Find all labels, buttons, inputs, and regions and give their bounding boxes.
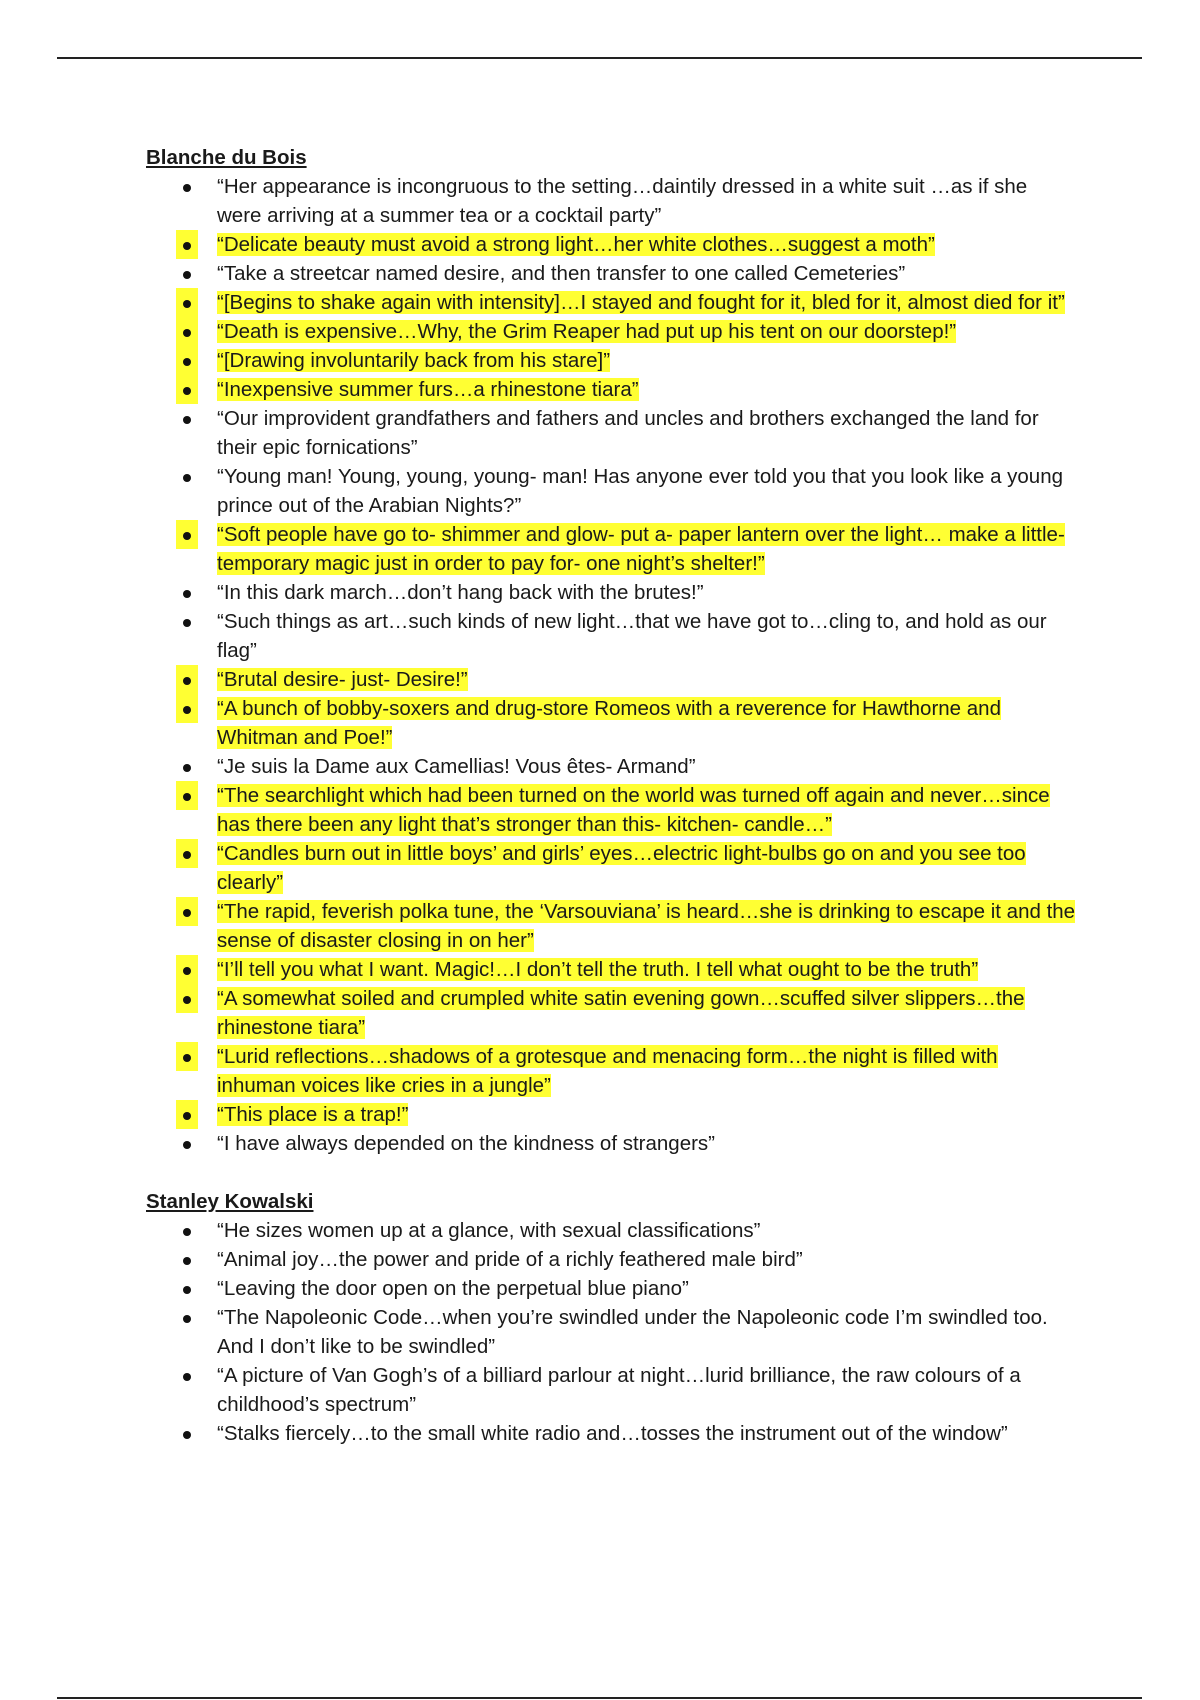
quote-text: “Her appearance is incongruous to the setting…daintily dressed in a white suit …as if she were arriving at a summer tea or a cocktail party” [217, 175, 1028, 227]
quote-text: “Soft people have go to- shimmer and glow- put a- paper lantern over the light… make a little- temporary magic just in order to pay for- one night’s shelter!” [217, 523, 1065, 575]
bullet-icon [183, 300, 191, 308]
bullet-icon [183, 184, 191, 192]
list-item [146, 288, 1076, 317]
quote-text: “Stalks fiercely…to the small white radio and…tosses the instrument out of the window” [217, 1422, 1008, 1445]
quote-list-stanley [146, 1216, 1076, 1448]
bullet-icon [183, 1141, 191, 1149]
list-item [146, 781, 1076, 839]
quote-text: “Lurid reflections…shadows of a grotesque and menacing form…the night is filled with inhuman voices like cries in a jungle” [217, 1045, 998, 1097]
list-item [146, 375, 1076, 404]
quote-text: “Take a streetcar named desire, and then transfer to one called Cemeteries” [217, 262, 906, 285]
list-item [146, 230, 1076, 259]
list-item [146, 665, 1076, 694]
bullet-icon [183, 271, 191, 279]
quote-text: “I have always depended on the kindness of strangers” [217, 1132, 715, 1155]
quote-list-blanche [146, 172, 1076, 1158]
bullet-icon [183, 764, 191, 772]
list-item [146, 404, 1076, 462]
list-item [146, 1129, 1076, 1158]
bullet-icon [183, 387, 191, 395]
quote-text: “Death is expensive…Why, the Grim Reaper had put up his tent on our doorstep!” [217, 320, 957, 343]
list-item [146, 1274, 1076, 1303]
list-item [146, 1303, 1076, 1361]
quote-text: “Delicate beauty must avoid a strong light…her white clothes…suggest a moth” [217, 233, 935, 256]
bullet-icon [183, 329, 191, 337]
quote-text: “The Napoleonic Code…when you’re swindled under the Napoleonic code I’m swindled too. And I don’t like to be swindled” [217, 1306, 1048, 1358]
bullet-icon [183, 590, 191, 598]
quote-text: “In this dark march…don’t hang back with the brutes!” [217, 581, 704, 604]
bullet-icon [183, 996, 191, 1004]
quote-text: “The searchlight which had been turned on the world was turned off again and never…since has there been any light that’s stronger than this- kitchen- candle…” [217, 784, 1050, 836]
quote-text: “He sizes women up at a glance, with sexual classifications” [217, 1219, 761, 1242]
document-body [146, 143, 1076, 1448]
bullet-icon [183, 1315, 191, 1323]
list-item [146, 897, 1076, 955]
bullet-icon [183, 358, 191, 366]
bullet-icon [183, 851, 191, 859]
quote-text: “The rapid, feverish polka tune, the ‘Varsouviana’ is heard…she is drinking to escape it and the sense of disaster closing in on her” [217, 900, 1076, 952]
list-item [146, 1245, 1076, 1274]
quote-text: “Inexpensive summer furs…a rhinestone tiara” [217, 378, 639, 401]
list-item [146, 1216, 1076, 1245]
quote-text: “[Drawing involuntarily back from his stare]” [217, 349, 611, 372]
quote-text: “Je suis la Dame aux Camellias! Vous êtes- Armand” [217, 755, 696, 778]
list-item [146, 752, 1076, 781]
list-item [146, 607, 1076, 665]
quote-text: “A somewhat soiled and crumpled white satin evening gown…scuffed silver slippers…the rhinestone tiara” [217, 987, 1025, 1039]
list-item [146, 462, 1076, 520]
quote-text: “A picture of Van Gogh’s of a billiard parlour at night…lurid brilliance, the raw colours of a childhood’s spectrum” [217, 1364, 1021, 1416]
quote-text: “Brutal desire- just- Desire!” [217, 668, 468, 691]
quote-text: “A bunch of bobby-soxers and drug-store Romeos with a reverence for Hawthorne and Whitman and Poe!” [217, 697, 1001, 749]
bullet-icon [183, 1431, 191, 1439]
list-item [146, 520, 1076, 578]
bullet-icon [183, 677, 191, 685]
bullet-icon [183, 1228, 191, 1236]
list-item [146, 1419, 1076, 1448]
bullet-icon [183, 909, 191, 917]
quote-text: “Such things as art…such kinds of new light…that we have got to…cling to, and hold as our flag” [217, 610, 1047, 662]
bullet-icon [183, 1373, 191, 1381]
list-item [146, 1361, 1076, 1419]
bullet-icon [183, 1112, 191, 1120]
list-item [146, 346, 1076, 375]
list-item [146, 694, 1076, 752]
bullet-icon [183, 416, 191, 424]
bullet-icon [183, 619, 191, 627]
bullet-icon [183, 793, 191, 801]
quote-text: “Candles burn out in little boys’ and girls’ eyes…electric light-bulbs go on and you see too clearly” [217, 842, 1026, 894]
quote-text: “Our improvident grandfathers and fathers and uncles and brothers exchanged the land for their epic fornications” [217, 407, 1039, 459]
quote-text: “Leaving the door open on the perpetual blue piano” [217, 1277, 689, 1300]
list-item [146, 955, 1076, 984]
bullet-icon [183, 474, 191, 482]
list-item [146, 1042, 1076, 1100]
section-heading-blanche: Blanche du Bois [146, 146, 307, 169]
list-item [146, 578, 1076, 607]
bottom-rule [57, 1697, 1142, 1699]
quote-text: “[Begins to shake again with intensity]…I stayed and fought for it, bled for it, almost died for it” [217, 291, 1065, 314]
list-item [146, 1100, 1076, 1129]
top-rule [57, 57, 1142, 59]
list-item [146, 839, 1076, 897]
bullet-icon [183, 1054, 191, 1062]
quote-text: “I’ll tell you what I want. Magic!…I don’t tell the truth. I tell what ought to be the truth” [217, 958, 979, 981]
list-item [146, 259, 1076, 288]
bullet-icon [183, 1257, 191, 1265]
bullet-icon [183, 242, 191, 250]
quote-text: “Animal joy…the power and pride of a richly feathered male bird” [217, 1248, 803, 1271]
section-heading-stanley: Stanley Kowalski [146, 1190, 314, 1213]
list-item [146, 984, 1076, 1042]
quote-text: “This place is a trap!” [217, 1103, 409, 1126]
quote-text: “Young man! Young, young, young- man! Has anyone ever told you that you look like a young prince out of the Arabian Nights?” [217, 465, 1064, 517]
bullet-icon [183, 1286, 191, 1294]
bullet-icon [183, 532, 191, 540]
list-item [146, 317, 1076, 346]
list-item [146, 172, 1076, 230]
bullet-icon [183, 967, 191, 975]
bullet-icon [183, 706, 191, 714]
